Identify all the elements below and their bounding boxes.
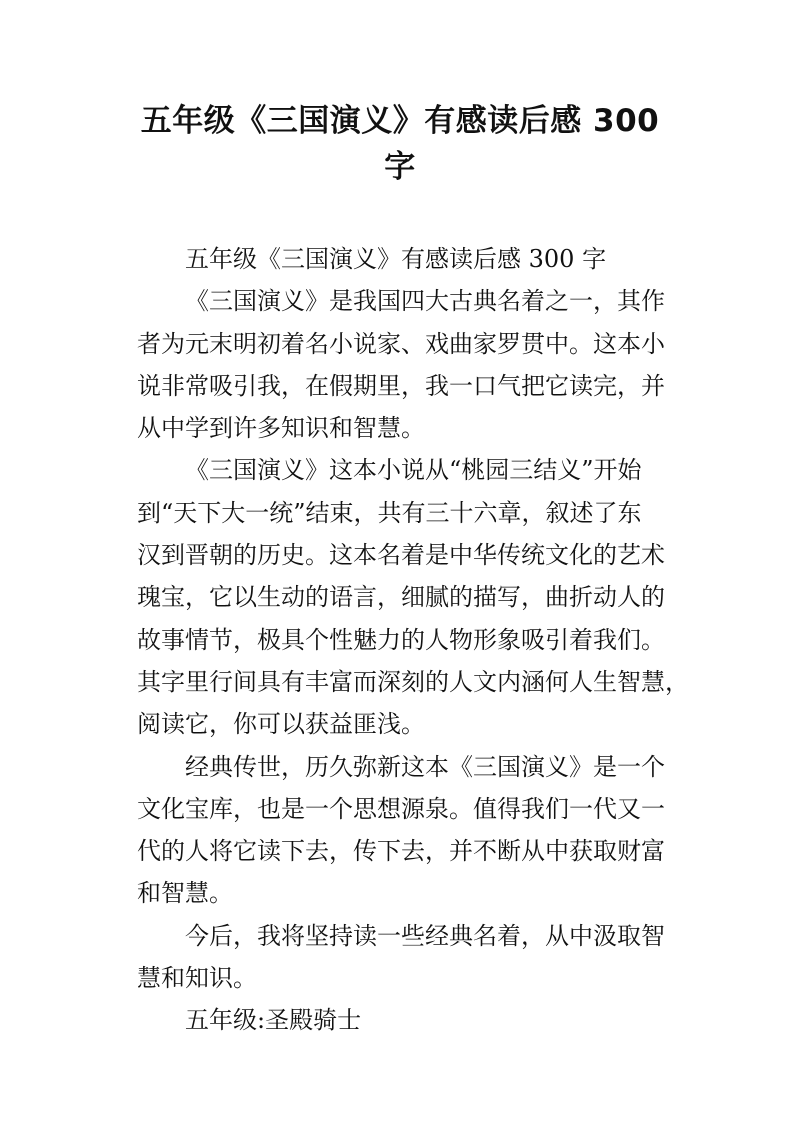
text-line: 今后，我将坚持读一些经典名着，从中汲取智 [185, 921, 665, 950]
text-line: 者为元末明初着名小说家、戏曲家罗贯中。这本小 [137, 329, 665, 358]
text-line: 文化宝库，也是一个思想源泉。值得我们一代又一 [137, 794, 665, 823]
document-body [137, 238, 689, 1042]
text-line: 故事情节，极具个性魅力的人物形象吸引着我们。 [137, 625, 665, 654]
title-line: 字 [384, 149, 416, 185]
document-title [120, 98, 680, 190]
paragraph-content [137, 449, 689, 745]
text-line: 五年级《三国演义》有感读后感 300 字 [185, 245, 607, 273]
text-line: 汉到晋朝的历史。这本名着是中华传统文化的艺术 [137, 541, 665, 570]
text-line: 经典传世，历久弥新这本《三国演义》是一个 [185, 752, 665, 781]
text-line: 说非常吸引我，在假期里，我一口气把它读完，并 [137, 371, 665, 400]
text-line: 瑰宝，它以生动的语言，细腻的描写，曲折动人的 [137, 583, 665, 612]
paragraph-subtitle [137, 238, 677, 280]
paragraph-classic [137, 746, 677, 915]
text-line: 《三国演义》是我国四大古典名着之一，其作 [185, 287, 665, 316]
author-signature: 五年级:圣殿骑士 [185, 1006, 362, 1035]
text-line: 阅读它，你可以获益匪浅。 [137, 710, 425, 739]
text-line: 从中学到许多知识和智慧。 [137, 414, 425, 443]
text-line: 《三国演义》这本小说从“桃园三结义”开始 [185, 456, 642, 485]
text-line: 其字里行间具有丰富而深刻的人文内涵何人生智慧， [137, 667, 689, 696]
paragraph-intro [137, 280, 677, 449]
paragraph-future [137, 915, 677, 1000]
title-line: 五年级《三国演义》有感读后感 300 [140, 103, 660, 139]
text-line: 和智慧。 [137, 879, 233, 908]
text-line: 到“天下大一统”结束，共有三十六章，叙述了东 [137, 498, 642, 527]
text-line: 慧和知识。 [137, 964, 257, 993]
paragraph-author [137, 999, 677, 1041]
text-line: 代的人将它读下去，传下去，并不断从中获取财富 [137, 837, 665, 866]
